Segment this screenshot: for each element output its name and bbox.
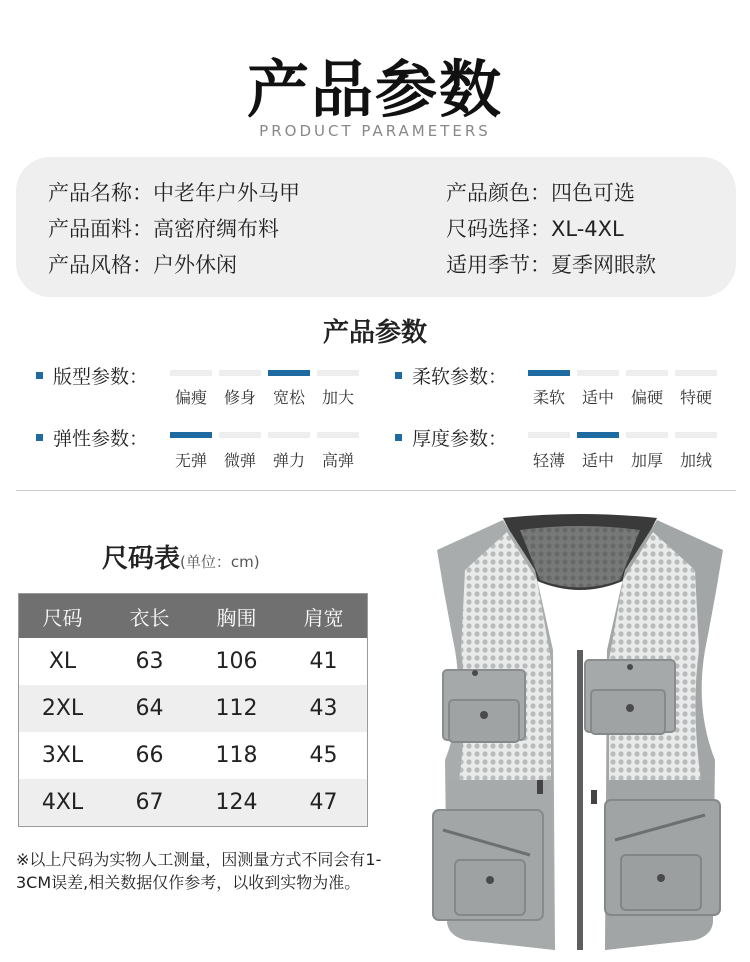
table-cell: 112 [215, 696, 258, 721]
table-cell: 41 [309, 649, 338, 674]
param-thickness-bar [577, 432, 619, 438]
table-cell: 45 [309, 743, 338, 768]
param-thickness-bar [528, 432, 570, 438]
table-cell: 67 [135, 790, 164, 815]
param-elastic-bar [317, 432, 359, 438]
header-cell: 肩宽 [303, 605, 344, 630]
param-softness-bar [577, 370, 619, 376]
param-thickness-bar [675, 432, 717, 438]
table-row [19, 685, 367, 732]
param-thickness-label [395, 424, 507, 451]
param-fit-bar [170, 370, 212, 376]
bullet-square-icon [395, 372, 402, 379]
param-softness-option: 适中 [581, 388, 614, 407]
header-cell: 胸围 [216, 605, 257, 630]
bullet-square-icon [395, 434, 402, 441]
param-fit-option: 修身 [223, 388, 256, 407]
param-fit-label [36, 362, 148, 389]
param-thickness-bar [626, 432, 668, 438]
info-style: 产品风格：户外休闲 [48, 253, 237, 277]
param-elastic-bar [219, 432, 261, 438]
table-cell: 118 [215, 743, 258, 768]
page-subtitle: PRODUCT PARAMETERS [259, 122, 491, 140]
param-elastic-option: 微弹 [223, 451, 256, 470]
info-color: 产品颜色：四色可选 [446, 181, 635, 205]
param-elastic-bar [268, 432, 310, 438]
table-cell: 106 [215, 649, 258, 674]
param-thickness-label-text: 厚度参数： [412, 428, 508, 450]
params-title: 产品参数 [322, 318, 427, 348]
param-fit-option: 偏瘦 [174, 388, 207, 407]
param-softness-bar [626, 370, 668, 376]
header-cell: 尺码 [42, 605, 83, 630]
size-chart-unit: (单位：cm) [180, 553, 260, 571]
header-cell: 衣长 [129, 605, 170, 630]
table-cell: 47 [309, 790, 338, 815]
param-softness-label [395, 362, 507, 389]
param-fit-label-text: 版型参数： [53, 366, 149, 388]
table-cell: 4XL [41, 790, 84, 815]
param-thickness-option: 加绒 [679, 451, 712, 470]
param-thickness-option: 适中 [581, 451, 614, 470]
size-table-header [19, 594, 367, 638]
table-cell: 124 [215, 790, 258, 815]
bullet-square-icon [36, 434, 43, 441]
size-table [18, 593, 368, 827]
param-softness-option: 偏硬 [630, 388, 663, 407]
size-chart-title-text: 尺码表 [102, 544, 181, 574]
bullet-square-icon [36, 372, 43, 379]
param-softness-bar [528, 370, 570, 376]
param-elastic-option: 高弹 [321, 451, 354, 470]
table-row [19, 779, 367, 826]
param-elastic-label-text: 弹性参数： [53, 428, 149, 450]
table-cell: 63 [135, 649, 164, 674]
table-cell: 64 [135, 696, 164, 721]
param-elastic-label [36, 424, 148, 451]
param-thickness-option: 加厚 [630, 451, 663, 470]
param-softness-option: 特硬 [679, 388, 712, 407]
param-elastic-option: 无弹 [174, 451, 207, 470]
table-cell: XL [48, 649, 77, 674]
info-fabric: 产品面料：高密府绸布料 [48, 217, 279, 241]
param-fit-bar [317, 370, 359, 376]
table-cell: 66 [135, 743, 164, 768]
param-elastic-bar [170, 432, 212, 438]
info-box [16, 157, 736, 297]
param-thickness-option: 轻薄 [532, 451, 565, 470]
table-row [19, 638, 367, 685]
param-fit-option: 宽松 [272, 388, 305, 407]
param-fit-option: 加大 [321, 388, 354, 407]
info-name: 产品名称：中老年户外马甲 [48, 181, 300, 205]
info-size: 尺码选择：XL-4XL [446, 217, 624, 241]
table-cell: 43 [309, 696, 338, 721]
page-title: 产品参数 [246, 53, 503, 126]
param-softness-label-text: 柔软参数： [412, 366, 508, 388]
table-row [19, 732, 367, 779]
size-note: ※以上尺码为实物人工测量，因测量方式不同会有1-3CM误差,相关数据仅作参考，以收到实物为准。 [16, 850, 382, 892]
param-softness-bar [675, 370, 717, 376]
vest-product-image [425, 510, 735, 950]
size-chart-title [102, 538, 260, 575]
param-elastic-option: 弹力 [272, 451, 305, 470]
info-season: 适用季节：夏季网眼款 [446, 253, 656, 277]
param-fit-bar [219, 370, 261, 376]
param-fit-bar [268, 370, 310, 376]
table-cell: 2XL [41, 696, 84, 721]
section-divider [16, 490, 736, 491]
param-softness-option: 柔软 [532, 388, 565, 407]
table-cell: 3XL [41, 743, 84, 768]
